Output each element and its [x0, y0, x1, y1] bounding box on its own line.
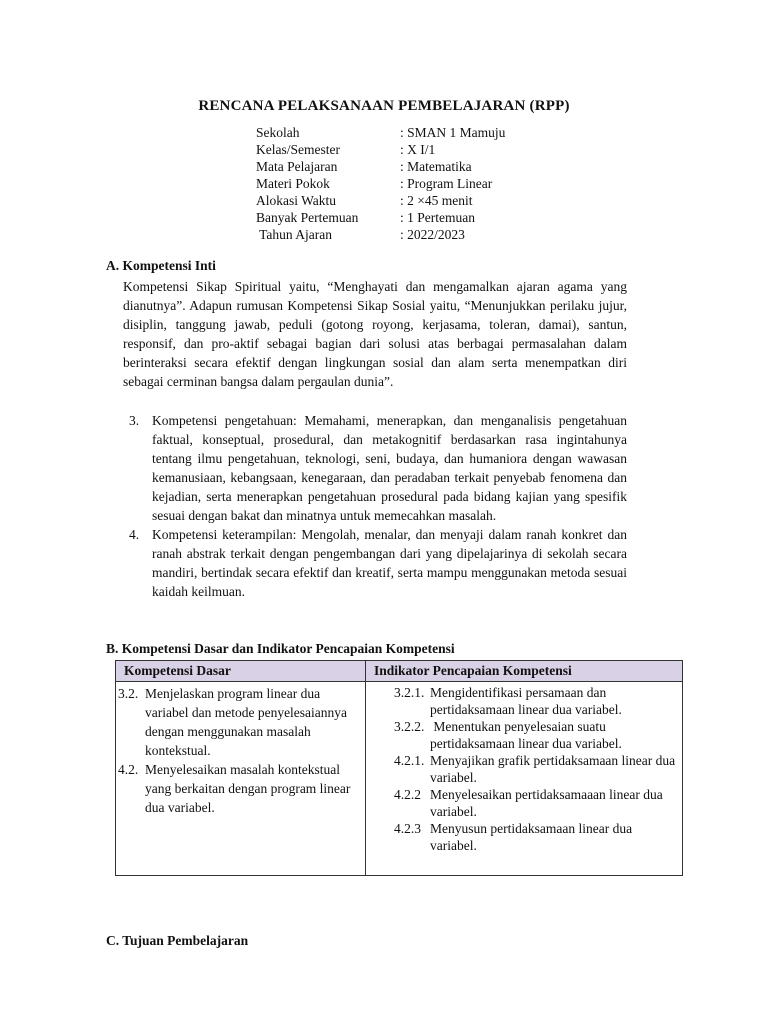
ipk-text: Menyajikan grafik pertidaksamaan linear dua variabel.	[430, 753, 676, 785]
identity-key: Banyak Pertemuan	[256, 210, 359, 225]
kd-text: Menyelesaikan masalah kontekstual yang berkaitan dengan program linear dua variabel.	[145, 762, 351, 815]
identity-key: Mata Pelajaran	[256, 159, 338, 174]
identity-value: : X I/1	[400, 142, 436, 157]
kd-item	[118, 760, 361, 817]
section-a-heading: A. Kompetensi Inti	[106, 258, 216, 273]
identity-table	[256, 124, 505, 243]
identity-row	[256, 175, 505, 192]
list-item-text: Kompetensi pengetahuan: Memahami, menerapkan, dan menganalisis pengetahuan faktual, konseptual, prosedural, dan metakognitif berdasarkan rasa ingintahunya tentang ilmu pengetahuan, teknologi, seni, budaya, dan humaniora dengan wawasan kemanusiaan, kebangsaan, kenegaraan, dan peradaban terkait penyebab fenomena dan kejadian, serta menerapkan pengetahuan prosedural pada bidang kajian yang spesifik sesuai dengan bakat dan minatnya untuk memecahkan masalah.	[152, 413, 627, 523]
section-b-heading: B. Kompetensi Dasar dan Indikator Pencapaian Kompetensi	[106, 641, 455, 656]
ipk-number: 4.2.1.	[394, 753, 425, 768]
identity-value: : 2022/2023	[400, 227, 465, 242]
ipk-text: Menentukan penyelesaian suatu pertidaksamaan linear dua variabel.	[430, 719, 622, 751]
identity-key: Alokasi Waktu	[256, 193, 337, 208]
kd-number: 4.2.	[118, 762, 139, 777]
ipk-item	[394, 820, 678, 854]
column-header-kd: Kompetensi Dasar	[116, 661, 366, 681]
identity-row	[256, 124, 505, 141]
section-c-heading: C. Tujuan Pembelajaran	[106, 933, 249, 948]
kd-item	[118, 684, 361, 760]
identity-row	[256, 209, 505, 226]
list-item	[123, 411, 627, 525]
ipk-text: Menyelesaikan pertidaksamaaan linear dua variabel.	[430, 787, 663, 819]
ipk-item	[394, 752, 678, 786]
kd-number: 3.2.	[118, 686, 139, 701]
section-a-intro: Kompetensi Sikap Spiritual yaitu, “Menghayati dan mengamalkan ajaran agama yang dianutnya”. Adapun rumusan Kompetensi Sikap Sosial yaitu, “Menunjukkan perilaku jujur, disiplin, tanggung jawab, peduli (gotong royong, kerjasama, toleran, damai), santun, responsif, dan pro-aktif sebagai bagian dari solusi atas berbagai permasalahan dalam berinteraksi secara efektif dengan lingkungan sosial dan alam serta menempatkan diri sebagai cerminan bangsa dalam pergaulan dunia”.	[123, 279, 627, 389]
list-item-text: Kompetensi keterampilan: Mengolah, menalar, dan menyaji dalam ranah konkret dan ranah abstrak terkait dengan pengembangan dari yang dipelajarinya di sekolah secara mandiri, bertindak secara efektif dan kreatif, serta mampu menggunakan metoda sesuai kaidah keilmuan.	[152, 527, 627, 599]
identity-row	[256, 192, 505, 209]
identity-row	[256, 226, 505, 243]
table-header	[116, 661, 682, 682]
ipk-item	[394, 684, 678, 718]
identity-key: Materi Pokok	[256, 176, 330, 191]
identity-key: Kelas/Semester	[256, 142, 340, 157]
ipk-number: 3.2.1.	[394, 685, 425, 700]
identity-value: : 1 Pertemuan	[400, 210, 475, 225]
identity-value: : 2 ×45 menit	[400, 193, 473, 208]
ipk-text: Mengidentifikasi persamaan dan pertidaksamaan linear dua variabel.	[430, 685, 622, 717]
list-item-number: 3.	[129, 413, 140, 428]
identity-key: Sekolah	[256, 125, 300, 140]
list-item-number: 4.	[129, 527, 140, 542]
page-title: RENCANA PELAKSANAAN PEMBELAJARAN (RPP)	[198, 98, 570, 114]
identity-key: Tahun Ajaran	[256, 227, 333, 242]
table-row	[116, 682, 682, 876]
identity-row	[256, 158, 505, 175]
ipk-number: 4.2.2	[394, 787, 421, 802]
list-item	[123, 525, 627, 601]
column-header-ipk: Indikator Pencapaian Kompetensi	[374, 663, 572, 678]
ipk-number: 4.2.3	[394, 821, 421, 836]
kd-ipk-table	[115, 660, 683, 876]
ipk-cell	[366, 682, 682, 876]
identity-value: : Program Linear	[400, 176, 493, 191]
kd-text: Menjelaskan program linear dua variabel dan metode penyelesaiannya dengan menggunakan masalah kontekstual.	[145, 686, 348, 758]
ipk-item	[394, 718, 678, 752]
ipk-number: 3.2.2.	[394, 719, 425, 734]
kd-cell	[116, 682, 366, 876]
identity-row	[256, 141, 505, 158]
competency-list	[123, 411, 627, 601]
ipk-item	[394, 786, 678, 820]
identity-value: : Matematika	[400, 159, 472, 174]
identity-value: : SMAN 1 Mamuju	[400, 125, 506, 140]
ipk-text: Menyusun pertidaksamaan linear dua variabel.	[430, 821, 633, 853]
